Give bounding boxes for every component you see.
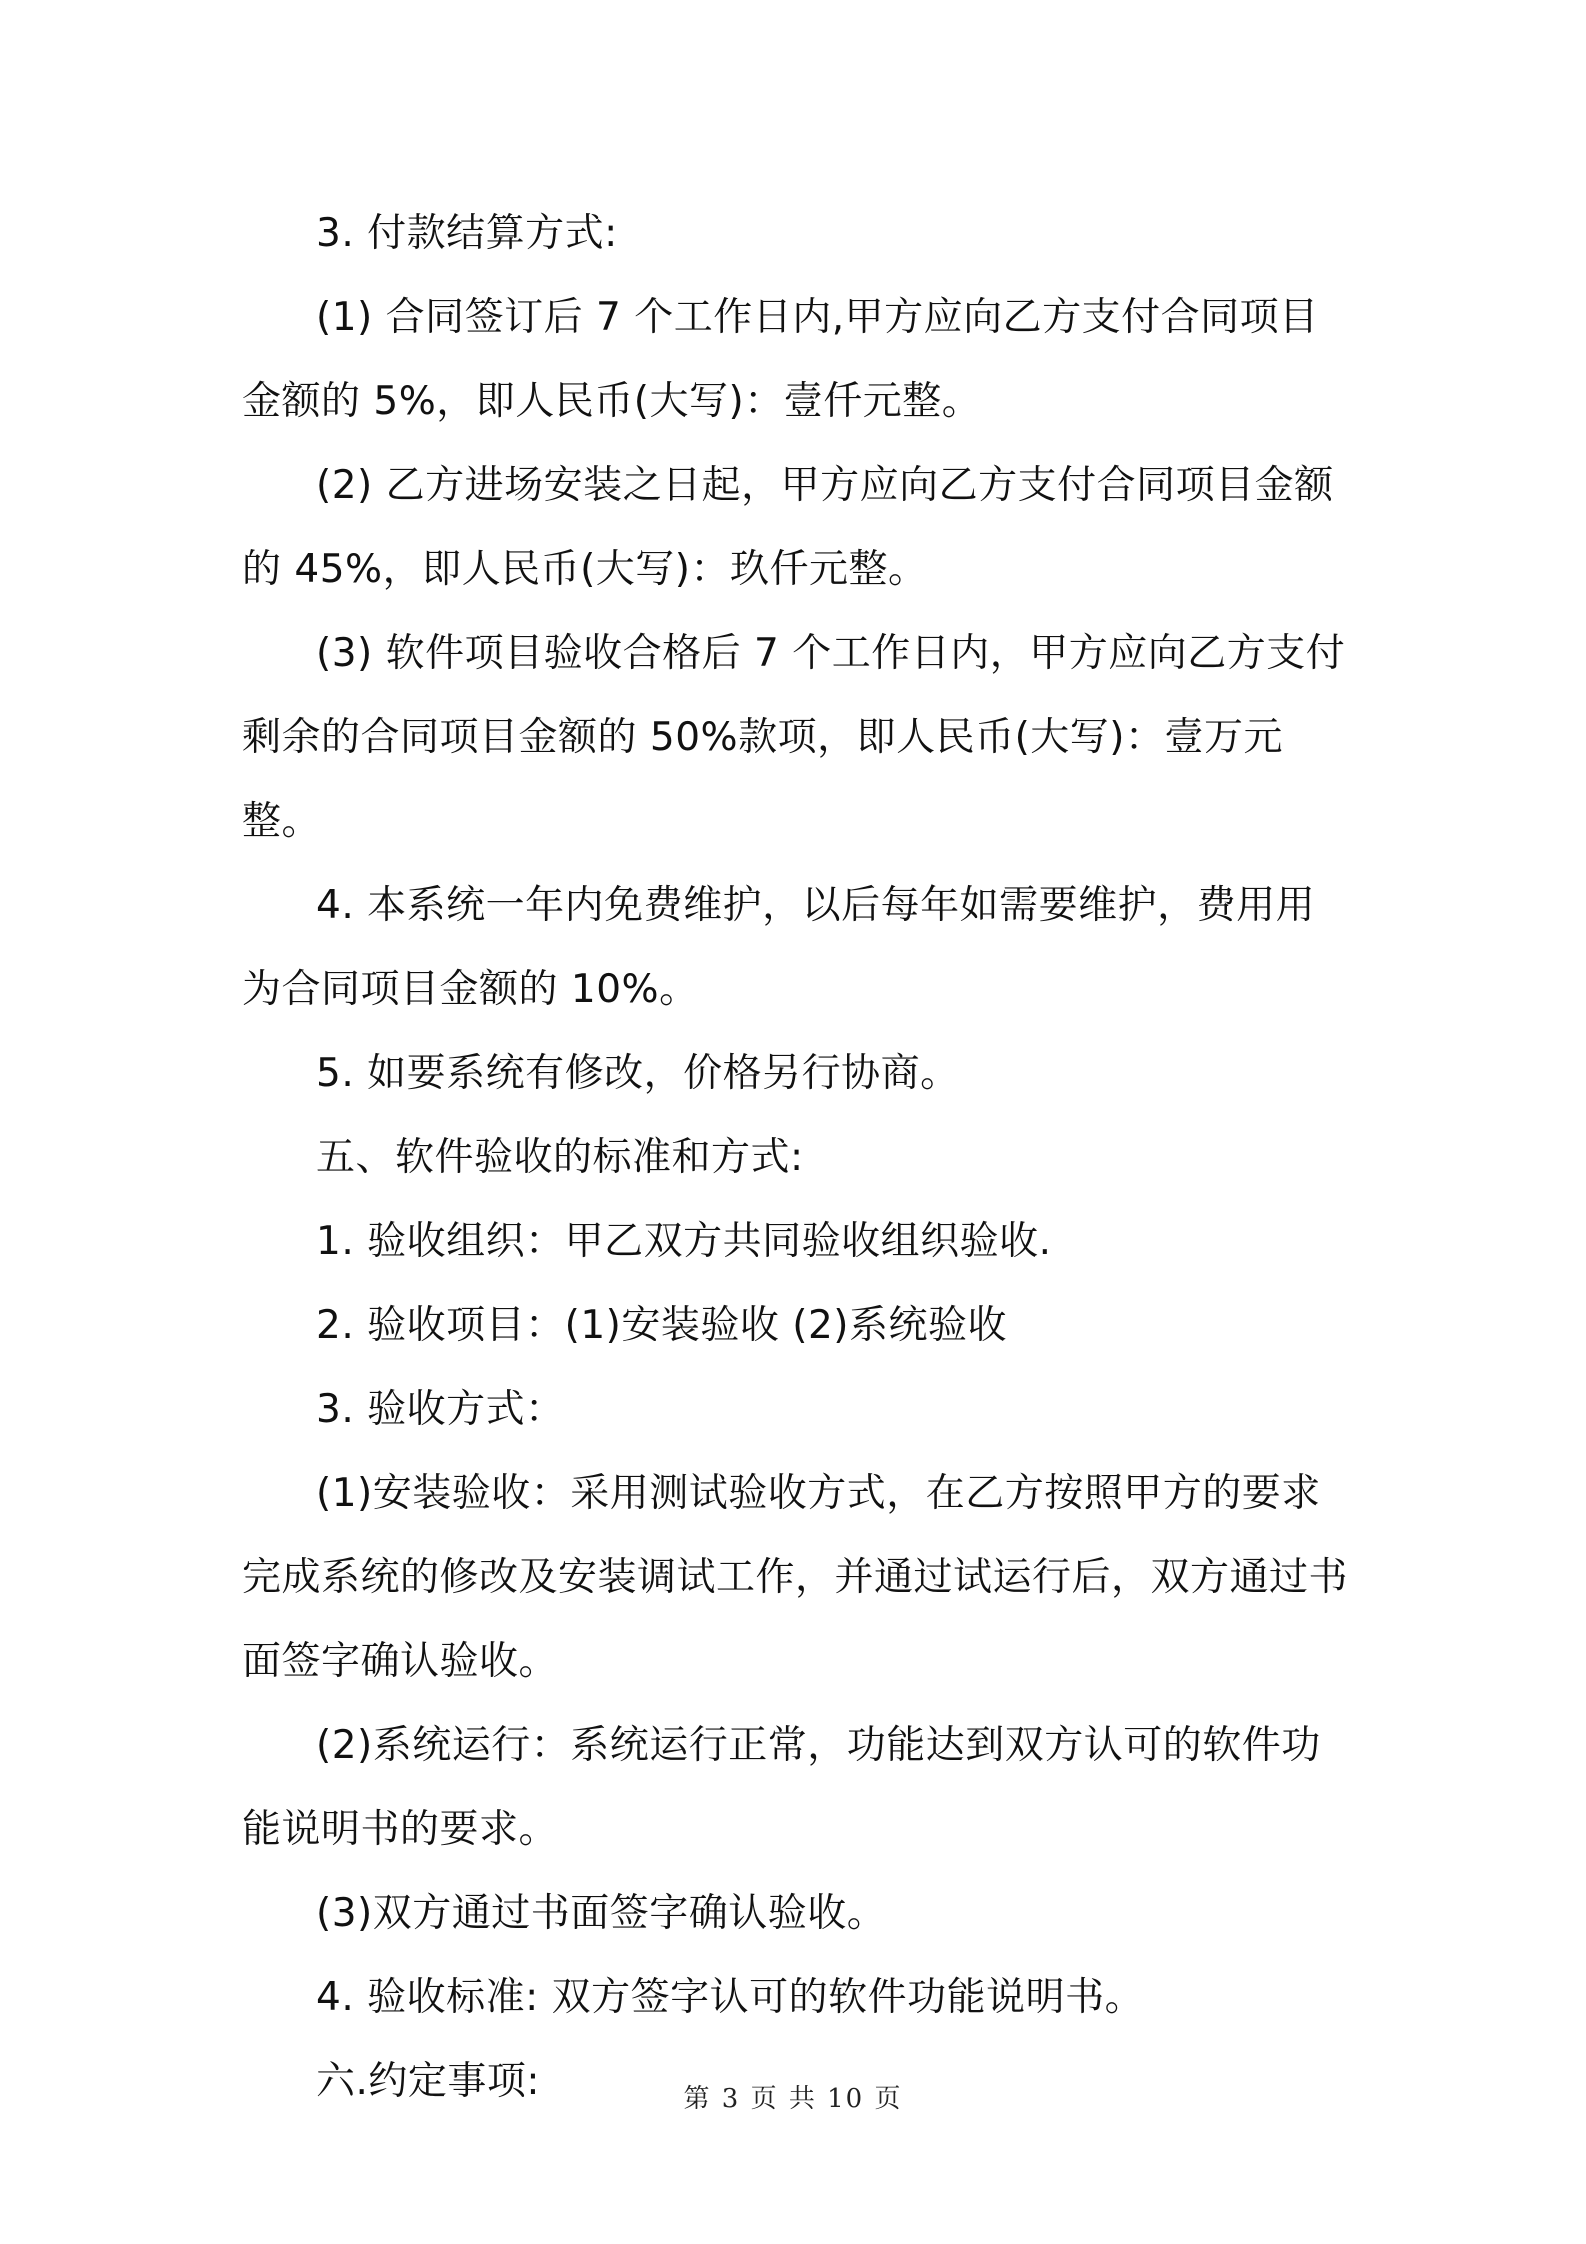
paragraph: 3. 验收方式： <box>316 1387 565 1432</box>
paragraph: (2)系统运行：系统运行正常，功能达到双方认可的软件功能说明书的要求。 <box>242 1723 1321 1852</box>
paragraph: 5. 如要系统有修改，价格另行协商。 <box>316 1051 960 1096</box>
document-body <box>242 192 1352 2124</box>
paragraph: 4. 本系统一年内免费维护，以后每年如需要维护，费用用为合同项目金额的 10%。 <box>242 883 1316 1012</box>
section-heading: 六.约定事项: <box>316 2059 541 2104</box>
page-number-footer: 第 3 页 共 10 页 <box>683 2084 903 2114</box>
paragraph: 2. 验收项目：(1)安装验收 (2)系统验收 <box>316 1303 1007 1348</box>
paragraph: 4. 验收标准: 双方签字认可的软件功能说明书。 <box>316 1975 1145 2020</box>
paragraph: (1) 合同签订后 7 个工作日内,甲方应向乙方支付合同项目金额的 5%，即人民币(大写)：壹仟元整。 <box>242 295 1319 424</box>
paragraph: (3) 软件项目验收合格后 7 个工作日内，甲方应向乙方支付剩余的合同项目金额的 50%款项，即人民币(大写)：壹万元整。 <box>242 631 1346 844</box>
section-heading: 五、软件验收的标准和方式: <box>316 1135 804 1180</box>
paragraph: (3)双方通过书面签字确认验收。 <box>316 1891 887 1936</box>
paragraph: 3. 付款结算方式: <box>316 211 618 256</box>
paragraph: (2) 乙方进场安装之日起，甲方应向乙方支付合同项目金额的 45%，即人民币(大写)：玖仟元整。 <box>242 463 1334 592</box>
paragraph: (1)安装验收：采用测试验收方式，在乙方按照甲方的要求完成系统的修改及安装调试工作，并通过试运行后，双方通过书面签字确认验收。 <box>242 1471 1349 1684</box>
paragraph: 1. 验收组织：甲乙双方共同验收组织验收. <box>316 1219 1052 1264</box>
